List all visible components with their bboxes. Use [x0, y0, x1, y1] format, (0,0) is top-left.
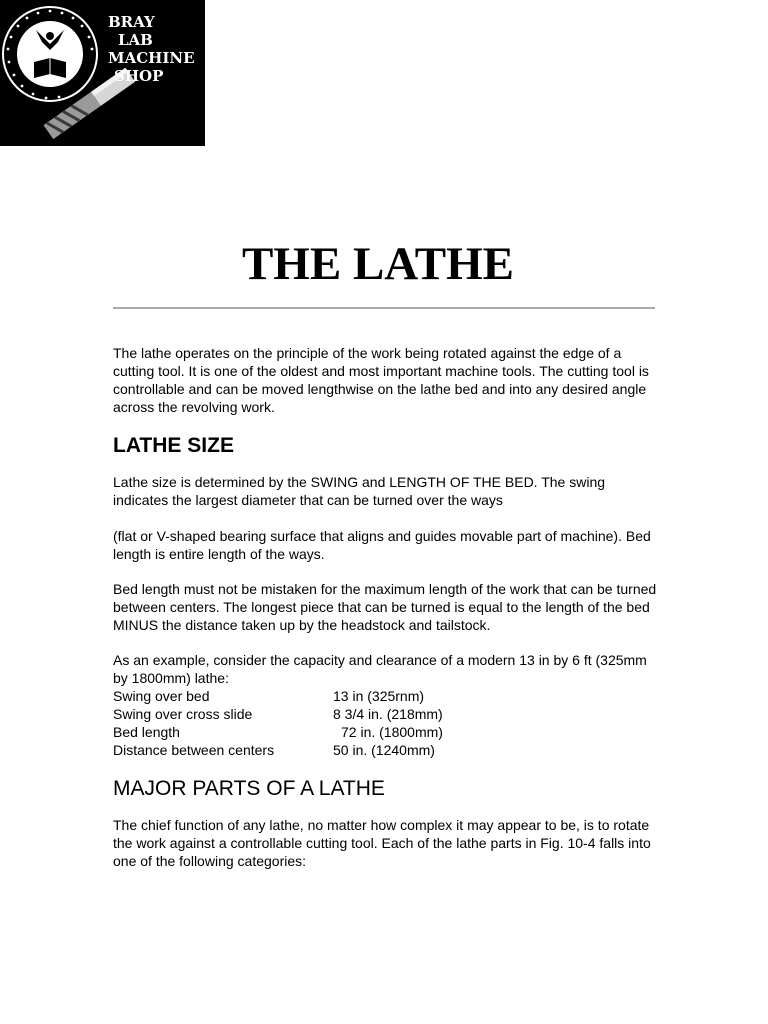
- spec-row: [113, 705, 658, 723]
- spec-row: [113, 723, 658, 741]
- spec-value: 8 3/4 in. (218mm): [333, 706, 443, 722]
- spec-label: Bed length: [113, 724, 180, 740]
- intro-paragraph: The lathe operates on the principle of the work being rotated against the edge of a cutting tool. It is one of the oldest and most important machine tools. The cutting tool is controllable and can be moved lengthwise on the lathe bed and into any desired angle across the revolving work.: [113, 345, 649, 415]
- spec-value: 72 in. (1800mm): [341, 724, 443, 740]
- logo-text: [108, 13, 195, 85]
- spec-row: [113, 687, 658, 705]
- spec-row: [113, 741, 658, 759]
- section-heading-lathe-size: LATHE SIZE: [113, 434, 234, 457]
- lathe-size-paragraph-2: (flat or V-shaped bearing surface that aligns and guides movable part of machine). Bed length is entire length of the ways.: [113, 528, 651, 562]
- spec-value: 50 in. (1240mm): [333, 742, 435, 758]
- major-parts-paragraph: The chief function of any lathe, no matter how complex it may appear to be, is to rotate the work against a controllable cutting tool. Each of the lathe parts in Fig. 10-4 falls into one of the following categories:: [113, 817, 651, 869]
- logo-line-bray: BRAY: [108, 13, 155, 31]
- bray-lab-logo: [0, 0, 205, 146]
- document-body: [113, 344, 658, 870]
- title-divider: [113, 307, 655, 309]
- logo-line-shop: SHOP: [114, 67, 164, 85]
- logo-line-machine: MACHINE: [108, 49, 195, 67]
- logo-line-lab: LAB: [118, 31, 153, 49]
- spec-value: 13 in (325rnm): [333, 688, 425, 704]
- spec-label: Swing over bed: [113, 688, 210, 704]
- section-heading-major-parts: MAJOR PARTS OF A LATHE: [113, 777, 385, 800]
- lathe-size-paragraph-3: Bed length must not be mistaken for the maximum length of the work that can be turned between centers. The longest piece that can be turned is equal to the length of the bed MINUS the distance taken up by the headstock and tailstock.: [113, 581, 657, 633]
- page-title: THE LATHE: [241, 238, 515, 290]
- lathe-spec-list: [113, 687, 658, 759]
- spec-label: Swing over cross slide: [113, 706, 253, 722]
- spec-label: Distance between centers: [113, 742, 275, 758]
- lathe-size-paragraph-4: As an example, consider the capacity and clearance of a modern 13 in by 6 ft (325mm by 1800mm) lathe:: [113, 652, 647, 686]
- lathe-size-paragraph-1: Lathe size is determined by the SWING and LENGTH OF THE BED. The swing indicates the largest diameter that can be turned over the ways: [113, 474, 606, 508]
